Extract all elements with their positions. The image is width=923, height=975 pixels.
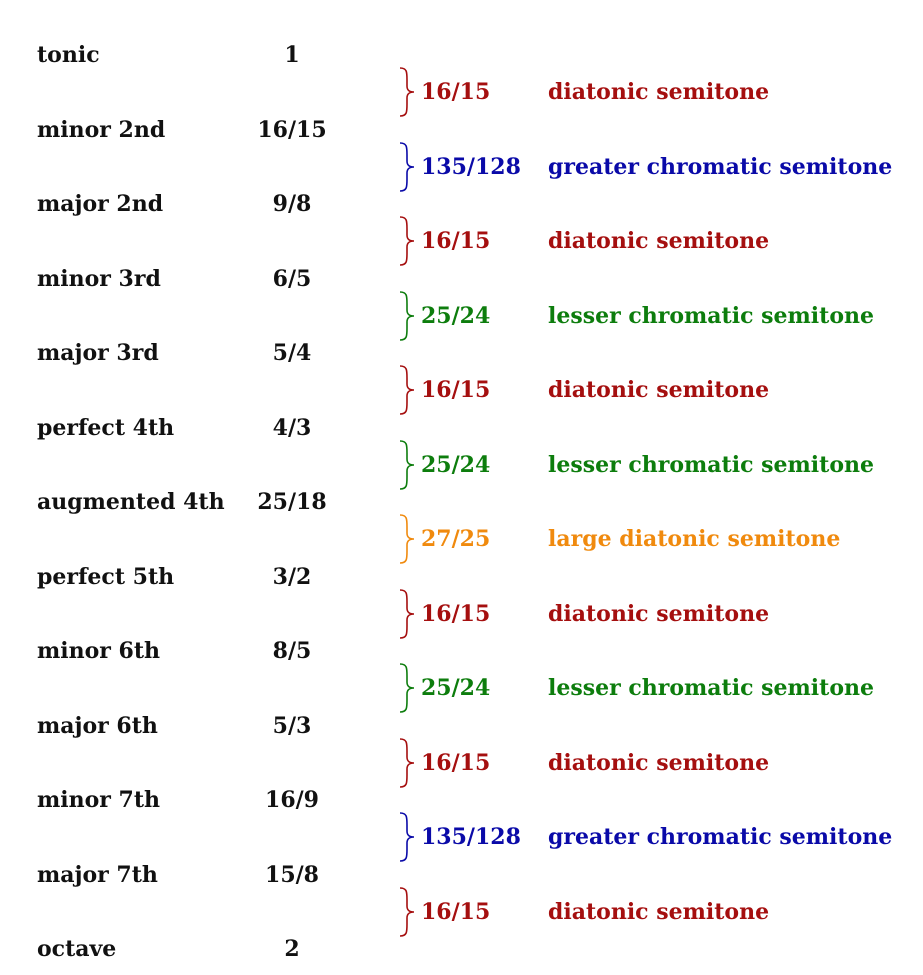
interval-ratio: 16/15 [421,228,491,255]
interval-label: diatonic semitone [548,228,770,255]
note-name: octave [37,936,117,962]
note-ratio: 3/2 [272,563,312,590]
interval-label: diatonic semitone [548,600,770,627]
interval-label: large diatonic semitone [548,526,841,553]
note-name: minor 7th [37,787,161,813]
note-ratio: 5/4 [272,340,312,366]
note-row-major-3rd [0,338,360,368]
brace-icon [396,215,418,267]
interval-label: lesser chromatic semitone [548,675,874,702]
note-name: major 3rd [37,340,159,366]
brace-icon [396,811,418,863]
interval-row [396,364,916,416]
brace-icon [396,737,418,789]
note-row-octave [0,934,360,964]
interval-ratio: 27/25 [421,526,491,553]
interval-ratio: 16/15 [421,749,491,776]
note-name: minor 6th [37,638,161,664]
note-row-perfect-4th [0,413,360,443]
brace-icon [396,886,418,938]
interval-row [396,290,916,342]
interval-row [396,215,916,267]
brace-icon [396,141,418,193]
interval-label: greater chromatic semitone [548,824,893,851]
note-name: augmented 4th [37,489,225,515]
interval-ratio: 25/24 [421,302,491,329]
interval-row [396,811,916,863]
interval-row [396,662,916,714]
interval-label: diatonic semitone [548,79,770,106]
note-name: perfect 5th [37,563,175,590]
interval-ratio: 25/24 [421,451,491,478]
brace-icon [396,662,418,714]
note-row-minor-3rd [0,264,360,294]
brace-icon [396,290,418,342]
note-name: tonic [37,42,100,68]
brace-icon [396,588,418,640]
note-ratio: 15/8 [265,861,319,888]
interval-row [396,737,916,789]
note-row-tonic [0,40,360,70]
note-row-major-7th [0,860,360,890]
interval-label: lesser chromatic semitone [548,451,874,478]
note-ratio: 9/8 [272,191,312,217]
note-row-augmented-4th [0,487,360,517]
note-row-major-2nd [0,189,360,219]
note-row-minor-2nd [0,115,360,145]
interval-ratio: 16/15 [421,79,491,106]
interval-row [396,513,916,565]
brace-icon [396,513,418,565]
note-row-major-6th [0,711,360,741]
note-ratio: 8/5 [272,638,312,664]
note-ratio: 1 [284,42,300,68]
note-name: major 7th [37,861,158,888]
interval-label: lesser chromatic semitone [548,302,874,329]
note-ratio: 6/5 [272,265,312,292]
interval-row [396,66,916,118]
interval-row [396,141,916,193]
interval-label: greater chromatic semitone [548,153,893,180]
interval-label: diatonic semitone [548,749,770,776]
note-name: perfect 4th [37,414,175,441]
note-name: major 2nd [37,191,164,217]
note-ratio: 4/3 [272,414,312,441]
interval-ratio: 16/15 [421,898,491,925]
interval-ratio: 16/15 [421,600,491,627]
note-name: minor 3rd [37,265,161,292]
note-name: minor 2nd [37,116,166,143]
brace-icon [396,364,418,416]
interval-ratio: 25/24 [421,675,491,702]
note-ratio: 5/3 [272,712,312,739]
brace-icon [396,66,418,118]
brace-icon [396,439,418,491]
interval-row [396,886,916,938]
note-row-minor-6th [0,636,360,666]
interval-label: diatonic semitone [548,898,770,925]
interval-row [396,439,916,491]
interval-row [396,588,916,640]
note-row-perfect-5th [0,562,360,592]
note-ratio: 25/18 [257,489,327,515]
note-ratio: 16/15 [257,116,327,143]
interval-ratio: 135/128 [421,824,521,851]
interval-label: diatonic semitone [548,377,770,404]
interval-ratio: 16/15 [421,377,491,404]
interval-ratio: 135/128 [421,153,521,180]
note-ratio: 2 [284,936,300,962]
note-ratio: 16/9 [265,787,319,813]
note-row-minor-7th [0,785,360,815]
note-name: major 6th [37,712,158,739]
